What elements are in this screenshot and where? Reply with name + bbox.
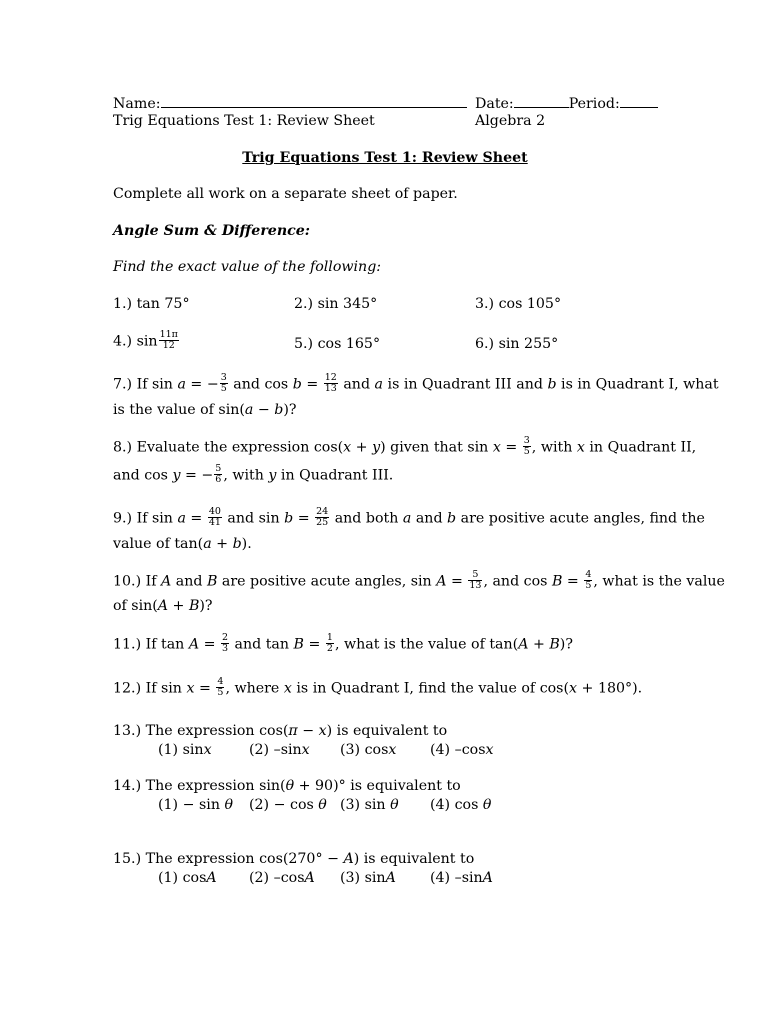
choice-15-4: (4) –sinA bbox=[430, 870, 493, 886]
problem-10-line-2: of sin(A + B)? bbox=[113, 598, 213, 614]
fraction: $\frac{3}{5}$ bbox=[523, 435, 530, 457]
instructions: Complete all work on a separate sheet of paper. bbox=[113, 186, 458, 202]
problem-2: 2.) sin 345° bbox=[294, 296, 378, 312]
fraction: $\frac{12}{13}$ bbox=[324, 372, 337, 394]
fraction: $\frac{5}{6}$ bbox=[215, 463, 222, 485]
problem-4: 4.) sin $\frac{11\pi}{12}$ bbox=[113, 329, 178, 351]
choice-14-3: (3) sin θ bbox=[340, 797, 399, 813]
choice-14-2: (2) − cos θ bbox=[249, 797, 327, 813]
problem-1: 1.) tan 75° bbox=[113, 296, 190, 312]
fraction: $\frac{5}{13}$ bbox=[469, 569, 482, 591]
choice-14-4: (4) cos θ bbox=[430, 797, 492, 813]
problem-3: 3.) cos 105° bbox=[475, 296, 562, 312]
problem-13: 13.) The expression cos(π − x) is equivalent to bbox=[113, 723, 448, 739]
problem-10-line-1: 10.) If A and B are positive acute angles, sin A = $\frac{5}{13}$ , and cos B = $\frac{4}{5}$ , what is the value bbox=[113, 569, 725, 591]
problem-14: 14.) The expression sin(θ + 90)° is equivalent to bbox=[113, 778, 461, 794]
problem-8-line-1: 8.) Evaluate the expression cos(x + y) given that sin x = $\frac{3}{5}$ , with x in Quadrant II, bbox=[113, 435, 697, 457]
choice-15-2: (2) –cosA bbox=[249, 870, 315, 886]
choice-13-2: (2) –sinx bbox=[249, 742, 310, 758]
choice-15-1: (1) cosA bbox=[158, 870, 217, 886]
problem-6: 6.) sin 255° bbox=[475, 336, 559, 352]
choice-13-3: (3) cosx bbox=[340, 742, 397, 758]
name-blank bbox=[161, 95, 467, 108]
problem-5: 5.) cos 165° bbox=[294, 336, 381, 352]
subtitle-right: Algebra 2 bbox=[475, 113, 546, 129]
choice-14-1: (1) − sin θ bbox=[158, 797, 234, 813]
problem-7-line-2: is the value of sin(a − b)? bbox=[113, 402, 297, 418]
fraction: $\frac{11\pi}{12}$ bbox=[159, 329, 178, 351]
section-prompt: Find the exact value of the following: bbox=[113, 259, 382, 275]
name-line bbox=[113, 95, 467, 111]
problem-9-line-1: 9.) If sin a = $\frac{40}{41}$ and sin b = $\frac{24}{25}$ and both a and b are positive acute angles, find the bbox=[113, 506, 705, 528]
fraction: $\frac{24}{25}$ bbox=[316, 506, 329, 528]
problem-15: 15.) The expression cos(270° − A) is equivalent to bbox=[113, 851, 475, 867]
problem-8-line-2: and cos y = − $\frac{5}{6}$ , with y in Quadrant III. bbox=[113, 463, 394, 485]
problem-11: 11.) If tan A = $\frac{2}{3}$ and tan B = $\frac{1}{2}$ , what is the value of tan(A + B)? bbox=[113, 632, 573, 654]
name-label: Name: bbox=[113, 96, 161, 112]
fraction: $\frac{3}{5}$ bbox=[220, 372, 227, 394]
period-blank bbox=[620, 95, 658, 108]
fraction: $\frac{40}{41}$ bbox=[208, 506, 221, 528]
section-heading: Angle Sum & Difference: bbox=[113, 223, 311, 239]
choice-13-4: (4) –cosx bbox=[430, 742, 494, 758]
date-label: Date: bbox=[475, 96, 514, 112]
fraction: $\frac{1}{2}$ bbox=[326, 632, 333, 654]
date-period-line bbox=[475, 95, 658, 111]
page-title: Trig Equations Test 1: Review Sheet bbox=[242, 150, 528, 166]
fraction: $\frac{4}{5}$ bbox=[585, 569, 592, 591]
problem-9-line-2: value of tan(a + b). bbox=[113, 536, 252, 552]
choice-15-3: (3) sinA bbox=[340, 870, 396, 886]
fraction: $\frac{2}{3}$ bbox=[221, 632, 229, 654]
period-label: Period: bbox=[568, 96, 620, 112]
problem-7-line-1: 7.) If sin a = − $\frac{3}{5}$ and cos b = $\frac{12}{13}$ and a is in Quadrant III and b is in Quadrant I, what bbox=[113, 372, 719, 394]
date-blank bbox=[514, 95, 569, 108]
choice-13-1: (1) sinx bbox=[158, 742, 212, 758]
fraction: $\frac{4}{5}$ bbox=[217, 676, 224, 698]
subtitle-left: Trig Equations Test 1: Review Sheet bbox=[113, 113, 375, 129]
problem-12: 12.) If sin x = $\frac{4}{5}$ , where x is in Quadrant I, find the value of cos(x + 180°). bbox=[113, 676, 643, 698]
